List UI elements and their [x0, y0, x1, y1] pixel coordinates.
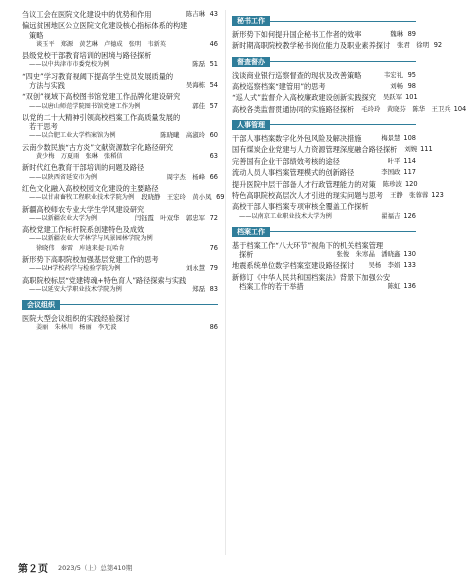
section-heading	[232, 120, 416, 130]
toc-entry[interactable]	[232, 93, 416, 102]
entry-page-number: 60	[209, 131, 218, 140]
entry-page-number: 66	[209, 172, 218, 181]
entry-title: 新时代红色教育干部培训的问题及路径	[22, 163, 145, 173]
entry-title-row	[232, 30, 416, 39]
entry-title: 高校巡察档案“建管用”的思考	[232, 81, 326, 91]
entry-title: “四史”学习教育视阈下提高学生党员发展质量的	[22, 71, 174, 81]
entry-page-number: 133	[403, 261, 416, 270]
entry-page-number: 57	[209, 101, 218, 110]
section-heading	[232, 57, 416, 67]
section-header	[232, 120, 416, 130]
entry-page-number: 123	[431, 190, 444, 199]
entry-page-number: 111	[420, 145, 433, 154]
entry-subtitle-row	[22, 193, 225, 202]
entry-page-number: 72	[209, 213, 218, 222]
entry-title-row	[22, 10, 218, 19]
toc-entry[interactable]	[22, 225, 218, 253]
toc-entry[interactable]	[232, 145, 433, 155]
entry-title: 探析	[239, 249, 254, 259]
entry-page-number: 126	[403, 211, 416, 220]
entry-title: 提升医院中层干部备人才行政管理能力的对策	[232, 179, 376, 189]
entry-title-row	[232, 261, 416, 270]
entry-subtitle: ——以延安大学职业技术学院为例	[29, 285, 122, 293]
entry-title-row	[22, 81, 218, 90]
toc-entry[interactable]	[232, 41, 443, 51]
toc-entry[interactable]	[232, 180, 416, 189]
entry-title: 流动人员人事档案管理模式的创新路径	[232, 168, 355, 178]
entry-title: 干部人事档案数字化外包风险及解决措施	[232, 133, 362, 143]
entry-page-number: 98	[407, 81, 416, 90]
entry-title-row	[232, 134, 416, 143]
entry-author: 闫钰霞 叶双华 郭忠军	[134, 213, 205, 222]
entry-author: 翟福吉	[381, 211, 401, 220]
entry-subtitle: ——以甘肃畜牧工程职业技术学院为例	[29, 194, 135, 202]
entry-subtitle-row	[22, 264, 218, 273]
entry-title-row	[232, 82, 416, 91]
toc-entry[interactable]	[22, 51, 218, 69]
entry-title-row	[232, 93, 416, 102]
toc-entry[interactable]	[22, 10, 218, 19]
entry-subtitle: ——以南京工业职业技术大学为例	[239, 212, 332, 220]
entry-authors: 姜丽 朱林川 杨丽 李无波	[36, 324, 117, 332]
entry-title-row	[232, 41, 443, 51]
entry-title: 高职院校标层“党建铸魂+特色育人”路径探索与实践	[22, 275, 187, 285]
entry-title: 地震系统单位数字档案室建设路径探讨	[232, 261, 355, 271]
entry-subtitle: ——以中共津市市委党校为例	[29, 61, 110, 69]
entry-title: 红色文化融入高校校园文化建设的主要路径	[22, 183, 159, 193]
entry-title: 高校干部人事档案专项审核全覆盖工作探析	[232, 202, 369, 212]
entry-page-number: 108	[403, 133, 416, 142]
entry-author: 张俊 朱寒晶 潘晓鑫	[336, 249, 401, 258]
entry-subtitle-row	[22, 131, 218, 140]
entry-title: 新疆高校师农专业大学生学风建设研究	[22, 204, 145, 214]
entry-author: 刘永慧	[185, 264, 205, 273]
entry-page-number: 83	[209, 284, 218, 293]
entry-subtitle: ——以陕西省延安市为例	[29, 173, 98, 181]
section-header	[22, 300, 218, 310]
entry-author: 陈珍波	[382, 179, 402, 188]
entry-page-number: 101	[405, 93, 418, 102]
entry-title-row	[232, 250, 416, 259]
entry-page-number: 76	[209, 243, 218, 252]
entry-subtitle-row	[232, 212, 416, 221]
section-rule	[270, 21, 416, 22]
entry-page-number: 95	[407, 70, 416, 79]
entry-title: 新形势下如何提升国企秘书工作者的效率	[232, 30, 362, 39]
section-label: 会议组织	[22, 300, 60, 310]
entry-title: 县级党校干部教育培训的困境与路径探析	[22, 51, 152, 61]
entry-title: 医院大型会议组织的实践经验探讨	[22, 313, 130, 323]
entry-title-row	[232, 190, 444, 200]
entry-title: 基于档案工作“八大环节”视角下的机关档案管理	[232, 240, 384, 250]
entry-page-number: 51	[209, 60, 218, 69]
entry-author: 陈晓曦 高淑玲	[160, 131, 205, 140]
toc-entry[interactable]	[22, 72, 218, 90]
section-label: 档案工作	[232, 227, 270, 237]
entry-author: 陈吉琳	[185, 10, 205, 18]
entry-subtitle: ——以新疆农业大学为例	[29, 214, 98, 222]
entry-subtitle-row	[22, 214, 218, 223]
entry-author: 吴杨 李娟	[368, 261, 401, 270]
entry-author: 王静 张蓉蓉	[389, 190, 429, 199]
issue-info: 2023/5（上）总第410期	[58, 564, 133, 572]
toc-entry[interactable]	[232, 157, 416, 166]
section-rule	[270, 231, 416, 232]
toc-entry[interactable]	[22, 183, 225, 202]
entry-authors-row	[22, 244, 218, 253]
entry-page-number: 130	[403, 249, 416, 258]
section-label: 秘书工作	[232, 16, 270, 26]
entry-title: “双创”视域下高校图书馆党建工作品牌化建设研究	[22, 92, 181, 102]
entry-subtitle: ——以H学校药学与检验学院为例	[29, 265, 121, 273]
entry-title-row	[232, 168, 416, 177]
entry-authors-row	[22, 323, 218, 332]
entry-authors-row	[22, 40, 218, 49]
entry-subtitle-row	[22, 234, 218, 243]
entry-title: 新修订《中华人民共和国档案法》背景下加强公安	[232, 272, 391, 282]
entry-author: 叶平	[387, 156, 401, 165]
entry-page-number: 69	[216, 193, 225, 202]
entry-page-number: 120	[404, 179, 418, 188]
toc-entry[interactable]	[22, 143, 218, 161]
entry-authors-row	[22, 152, 218, 161]
entry-author: 陈虹	[387, 281, 401, 290]
toc-entry[interactable]	[22, 276, 218, 294]
entry-page-number: 104	[453, 104, 466, 113]
section-header	[232, 227, 416, 237]
entry-author: 段晓静 王宏玲 黄小凤	[141, 193, 212, 202]
entry-authors: 谈玉平 郑源 黄艺琳 卢德成 张明 韦新英	[36, 40, 166, 48]
column-divider	[225, 10, 226, 555]
entry-author: 郭佳	[192, 101, 205, 110]
page-number: 第２页	[18, 564, 48, 575]
section-heading	[232, 16, 416, 26]
entry-page-number: 43	[209, 10, 218, 18]
section-label: 人事管理	[232, 120, 270, 130]
entry-title: 新形势下高职院校加强基层党建工作的思考	[22, 254, 159, 264]
entry-page-number: 86	[209, 323, 218, 332]
entry-title: 高校党建工作标杆院系创建特色及成效	[22, 225, 145, 235]
right-column	[232, 10, 466, 293]
entry-authors: 徐晓伟 秦雷 库迪来提·瓦哈肯	[36, 244, 125, 252]
entry-title: 高校各类监督贯通协同的实施路径探析	[232, 104, 355, 114]
toc-entry[interactable]	[22, 113, 218, 141]
entry-author: 韦宏礼	[383, 70, 403, 79]
entry-author: 刘畅	[390, 81, 403, 90]
entry-author: 张君 徐明	[397, 41, 430, 50]
toc-entry[interactable]	[22, 314, 218, 332]
entry-author: 吴跃军	[382, 93, 403, 102]
entry-title: 档案工作的若干举措	[239, 281, 304, 291]
entry-page-number: 114	[403, 156, 416, 165]
section-rule	[270, 61, 416, 62]
page-footer	[18, 560, 414, 575]
section-rule	[270, 124, 416, 125]
entry-title: 若干思考	[29, 122, 58, 132]
toc-entry[interactable]	[232, 241, 416, 259]
entry-author: 周宇杰 杨峰	[166, 172, 205, 181]
entry-title-row	[232, 180, 416, 189]
entry-title: 完善国有企业干部绩效考核的途径	[232, 156, 340, 166]
entry-author: 毛玲玲 黄晓芬 陈华 王卫兵	[361, 104, 451, 113]
entry-title: 云南少数民族“古方炎”文献资源数字化路径研究	[22, 142, 174, 152]
toc-entry[interactable]	[232, 273, 416, 291]
entry-title-row	[232, 104, 466, 114]
entry-title-row	[232, 282, 416, 291]
toc-entry[interactable]	[22, 21, 218, 49]
left-column	[22, 10, 225, 335]
entry-page-number: 92	[433, 41, 443, 50]
entry-title: 浅谈商业银行巡察督查的现状及改善策略	[232, 70, 362, 80]
section-header	[232, 16, 416, 26]
section-heading	[22, 300, 218, 310]
entry-title: 刍议工会在医院文化建设中的优势和作用	[22, 10, 152, 19]
entry-author: 郑磊	[192, 284, 205, 293]
entry-subtitle: ——以新疆农业大学林学与风景园林学院为例	[29, 235, 153, 243]
toc-entry[interactable]	[232, 30, 416, 39]
entry-subtitle-row	[22, 173, 218, 182]
entry-page-number: 54	[209, 80, 218, 89]
entry-page-number: 63	[209, 151, 218, 160]
toc-entry[interactable]	[232, 168, 416, 177]
entry-subtitle: ——以合肥工业大学档案馆为例	[29, 132, 116, 140]
entry-subtitle: ——以唐山师范学院图书馆党建工作为例	[29, 102, 141, 110]
toc-entry[interactable]	[22, 255, 218, 273]
entry-title: 特色高职院校高层次人才引进的现实问题与思考	[232, 190, 383, 200]
entry-subtitle-row	[22, 60, 218, 69]
entry-title: 偏远贫困地区公立医院文化建设核心指标体系的构建	[22, 21, 188, 31]
entry-title: 方法与实践	[29, 80, 65, 90]
entry-page-number: 117	[403, 168, 416, 177]
section-rule	[60, 304, 218, 305]
toc-entry[interactable]	[22, 92, 218, 110]
toc-entry[interactable]	[232, 71, 416, 80]
entry-authors: 黄少梅 万夏雨 张琳 张稻信	[36, 152, 123, 160]
entry-author: 刘婉	[404, 145, 418, 154]
entry-subtitle-row	[22, 102, 218, 111]
entry-title-row	[232, 157, 416, 166]
entry-title: “巡人式”监督介入高校廉政建设创新实践探究	[232, 93, 376, 103]
section-heading	[232, 227, 416, 237]
toc-entry[interactable]	[232, 190, 444, 200]
toc-entry[interactable]	[22, 163, 218, 181]
section-label: 督查督办	[232, 57, 270, 67]
entry-title-row	[232, 145, 433, 155]
toc-entry[interactable]	[232, 202, 416, 220]
toc-entry[interactable]	[232, 82, 416, 91]
entry-page-number: 46	[209, 39, 218, 48]
entry-title: 国有煤炭企业党建与人力资源管理深度融合路径探析	[232, 145, 398, 155]
entry-title: 以党的二十大精神引领高校档案工作高质量发展的	[22, 112, 181, 122]
entry-title: 新时期高职院校教学秘书岗位能力及职业素养探讨	[232, 41, 391, 51]
toc-entry[interactable]	[232, 134, 416, 143]
entry-author: 梅景慧	[381, 133, 401, 142]
section-header	[232, 57, 416, 67]
entry-author: 陈磊	[192, 60, 205, 69]
toc-entry[interactable]	[232, 261, 416, 270]
entry-author: 李国政	[381, 168, 401, 177]
entry-title: 策略	[29, 30, 44, 40]
entry-subtitle-row	[22, 285, 218, 294]
toc-entry[interactable]	[22, 205, 218, 223]
entry-page-number: 79	[209, 264, 218, 273]
entry-title-row	[232, 71, 416, 80]
entry-author: 吴海栋	[185, 80, 205, 89]
toc-entry[interactable]	[232, 104, 466, 114]
entry-page-number: 136	[403, 281, 416, 290]
entry-page-number: 89	[407, 30, 416, 38]
entry-author: 魏琳	[390, 30, 403, 38]
